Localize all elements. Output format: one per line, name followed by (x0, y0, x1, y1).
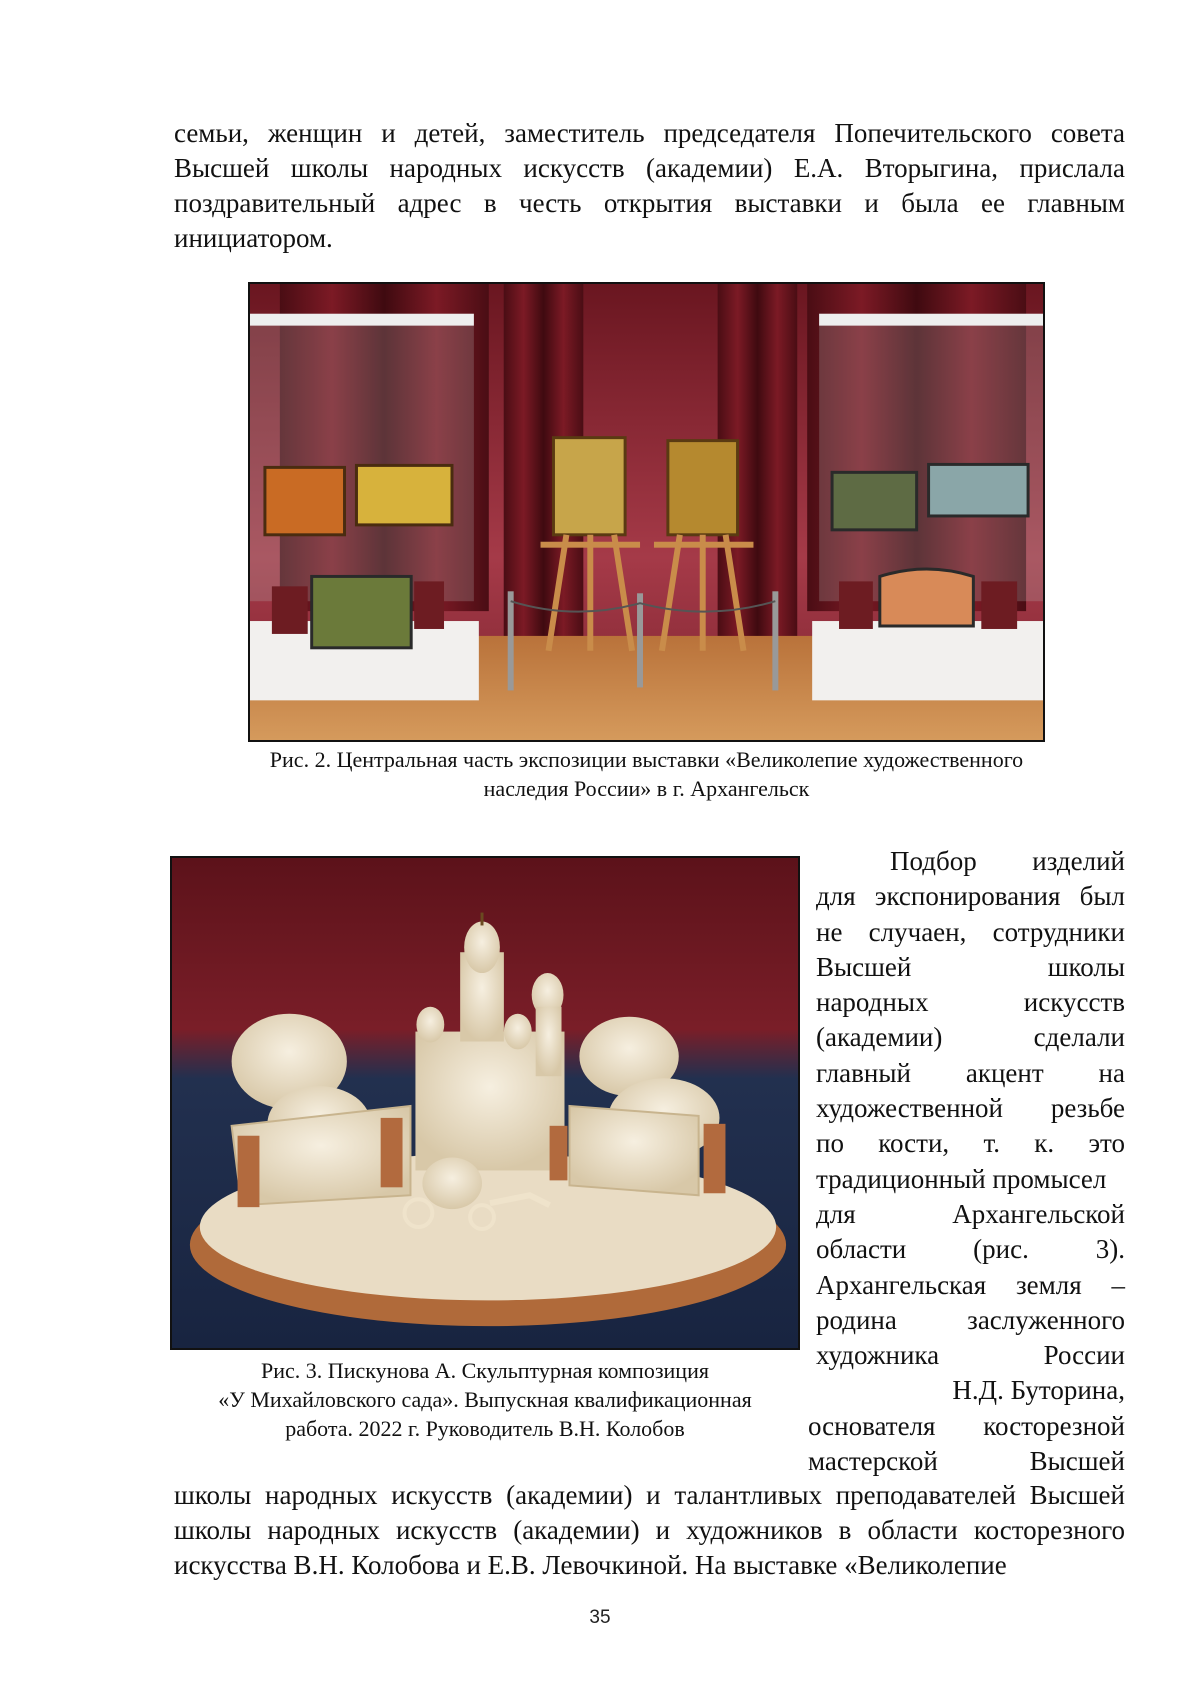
side-text-line: родина заслуженного (816, 1304, 1125, 1335)
side-text-line: Подбор изделий (890, 846, 1125, 876)
side-text-line: не случаен, сотрудники (816, 916, 1125, 947)
figure-3-photo-sculpture (170, 856, 800, 1350)
page-number: 35 (589, 1607, 611, 1628)
side-text-line: основателя косторезной (808, 1410, 1125, 1441)
side-text-line: для Архангельской (816, 1198, 1125, 1229)
paragraph-top: семьи, женщин и детей, заместитель председателя Попечительского совета Высшей школы народных искусств (академии) Е.А. Вторыгина, прислала поздравительный адрес в честь открытия выставки и была ее главным инициатором. (174, 118, 1125, 253)
figure-2-caption-line-1: Рис. 2. Центральная часть экспозиции выставки «Великолепие художественного (269, 747, 1024, 772)
paragraph-bottom: школы народных искусств (академии) и талантливых преподавателей Высшей школы народных искусств (академии) и художников в области косторезного искусства В.Н. Колобова и Е.В. Левочкиной. На выставке «Великолепие (174, 1480, 1125, 1580)
side-text-line: (академии) сделали (816, 1022, 1125, 1053)
side-text-line: по кости, т. к. это (816, 1128, 1125, 1159)
figure-3-caption-line-3: работа. 2022 г. Руководитель В.Н. Колобов (285, 1416, 685, 1441)
side-text-line: Н.Д. Буторина, (952, 1375, 1125, 1406)
figure-3-caption-line-1: Рис. 3. Пискунова А. Скульптурная композиция (261, 1358, 709, 1383)
figure-2-photo-exhibition-hall (248, 282, 1045, 742)
side-text-column (808, 844, 1125, 1479)
side-text-line: мастерской Высшей (808, 1446, 1125, 1477)
figure-2-caption (170, 745, 1123, 803)
side-text-line: народных искусств (816, 987, 1125, 1018)
side-text-line: Архангельская земля – (816, 1269, 1125, 1300)
side-text-line: Высшей школы (816, 951, 1125, 982)
side-text-line: главный акцент на (816, 1057, 1125, 1088)
side-text-line: художника России (816, 1340, 1125, 1371)
figure-2-caption-line-2: наследия России» в г. Архангельск (483, 776, 810, 801)
figure-3-caption (170, 1356, 800, 1443)
side-text-line: традиционный промысел (816, 1163, 1107, 1194)
side-text-line: области (рис. 3). (816, 1234, 1125, 1265)
side-text-line: художественной резьбе (816, 1093, 1125, 1124)
figure-3-caption-line-2: «У Михайловского сада». Выпускная квалификационная (218, 1387, 752, 1412)
side-text-line: для экспонирования был (816, 881, 1125, 912)
